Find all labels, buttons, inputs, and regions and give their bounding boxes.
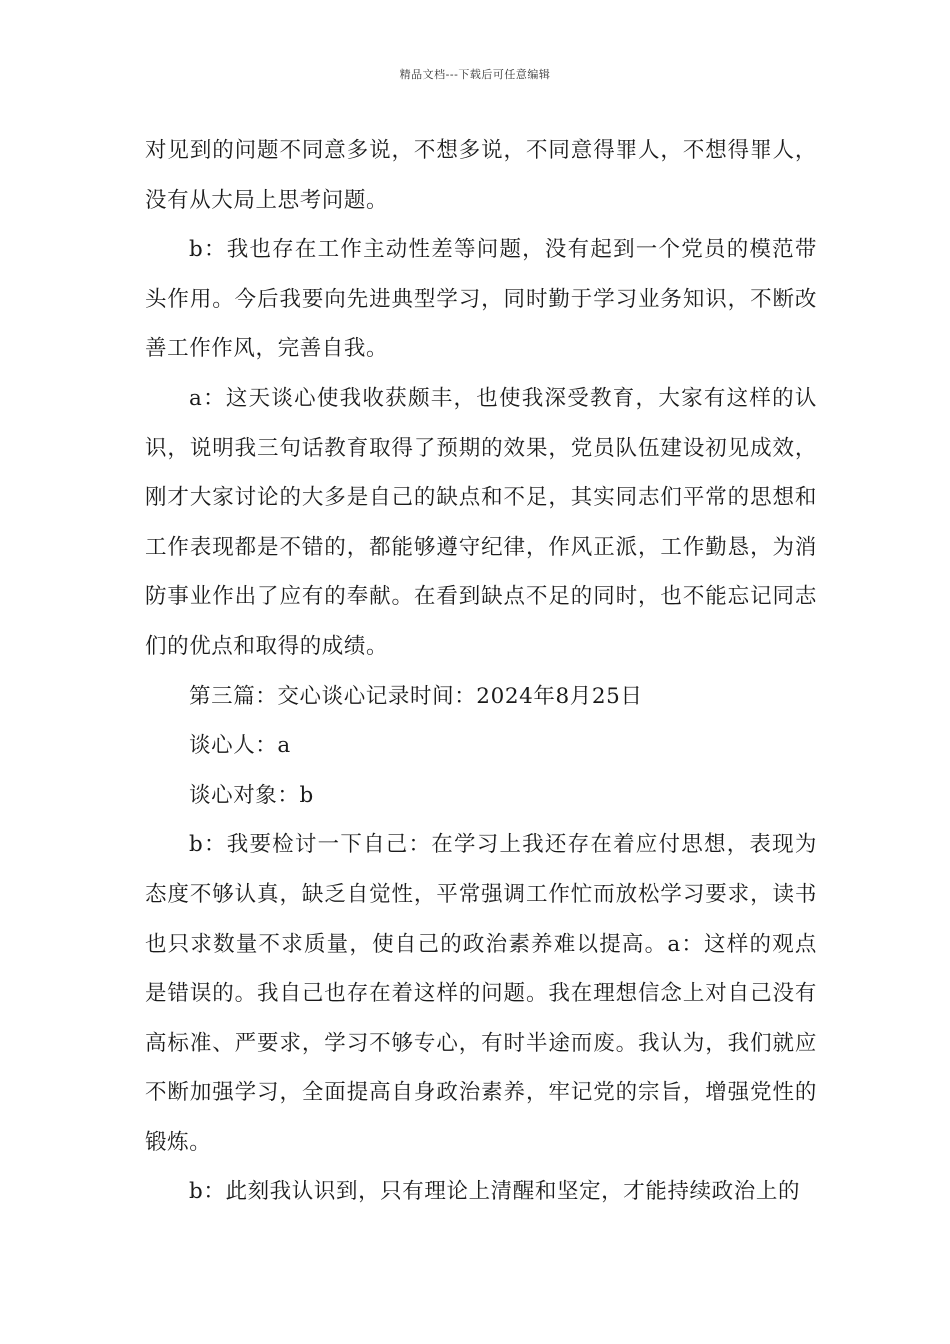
- paragraph-b-self-review: b：我也存在工作主动性差等问题，没有起到一个党员的模范带头作用。今后我要向先进典型学习，同时勤于学习业务知识，不断改善工作作风，完善自我。: [145, 237, 817, 362]
- document-body: [145, 126, 817, 1217]
- paragraph-b-realization: b：此刻我认识到，只有理论上清醒和坚定，才能持续政治上的: [189, 1179, 801, 1205]
- paragraph-a-summary: a：这天谈心使我收获颇丰，也使我深受教育，大家有这样的认识，说明我三句话教育取得了预期的效果，党员队伍建设初见成效，刚才大家讨论的大多是自己的缺点和不足，其实同志们平常的思想和工作表现都是不错的，都能够遵守纪律，作风正派，工作勤恳，为消防事业作出了应有的奉献。在看到缺点不足的同时，也不能忘记同志们的优点和取得的成绩。: [145, 385, 817, 659]
- page-header: 精品文档---下载后可任意编辑: [399, 68, 551, 81]
- paragraph-continuation: 对见到的问题不同意多说，不想多说，不同意得罪人，不想得罪人，没有从大局上思考问题。: [145, 138, 817, 213]
- section-title: 第三篇：交心谈心记录时间：2024年8月25日: [189, 683, 643, 709]
- talker-line: 谈心人：a: [189, 733, 291, 759]
- paragraph-b-study-review: b：我要检讨一下自己：在学习上我还存在着应付思想，表现为态度不够认真，缺乏自觉性，平常强调工作忙而放松学习要求，读书也只求数量不求质量，使自己的政治素养难以提高。a：这样的观点是错误的。我自己也存在着这样的问题。我在理想信念上对自己没有高标准、严要求，学习不够专心，有时半途而废。我认为，我们就应不断加强学习，全面提高自身政治素养，牢记党的宗旨，增强党性的锻炼。: [145, 832, 817, 1155]
- talk-target-line: 谈心对象：b: [189, 782, 314, 808]
